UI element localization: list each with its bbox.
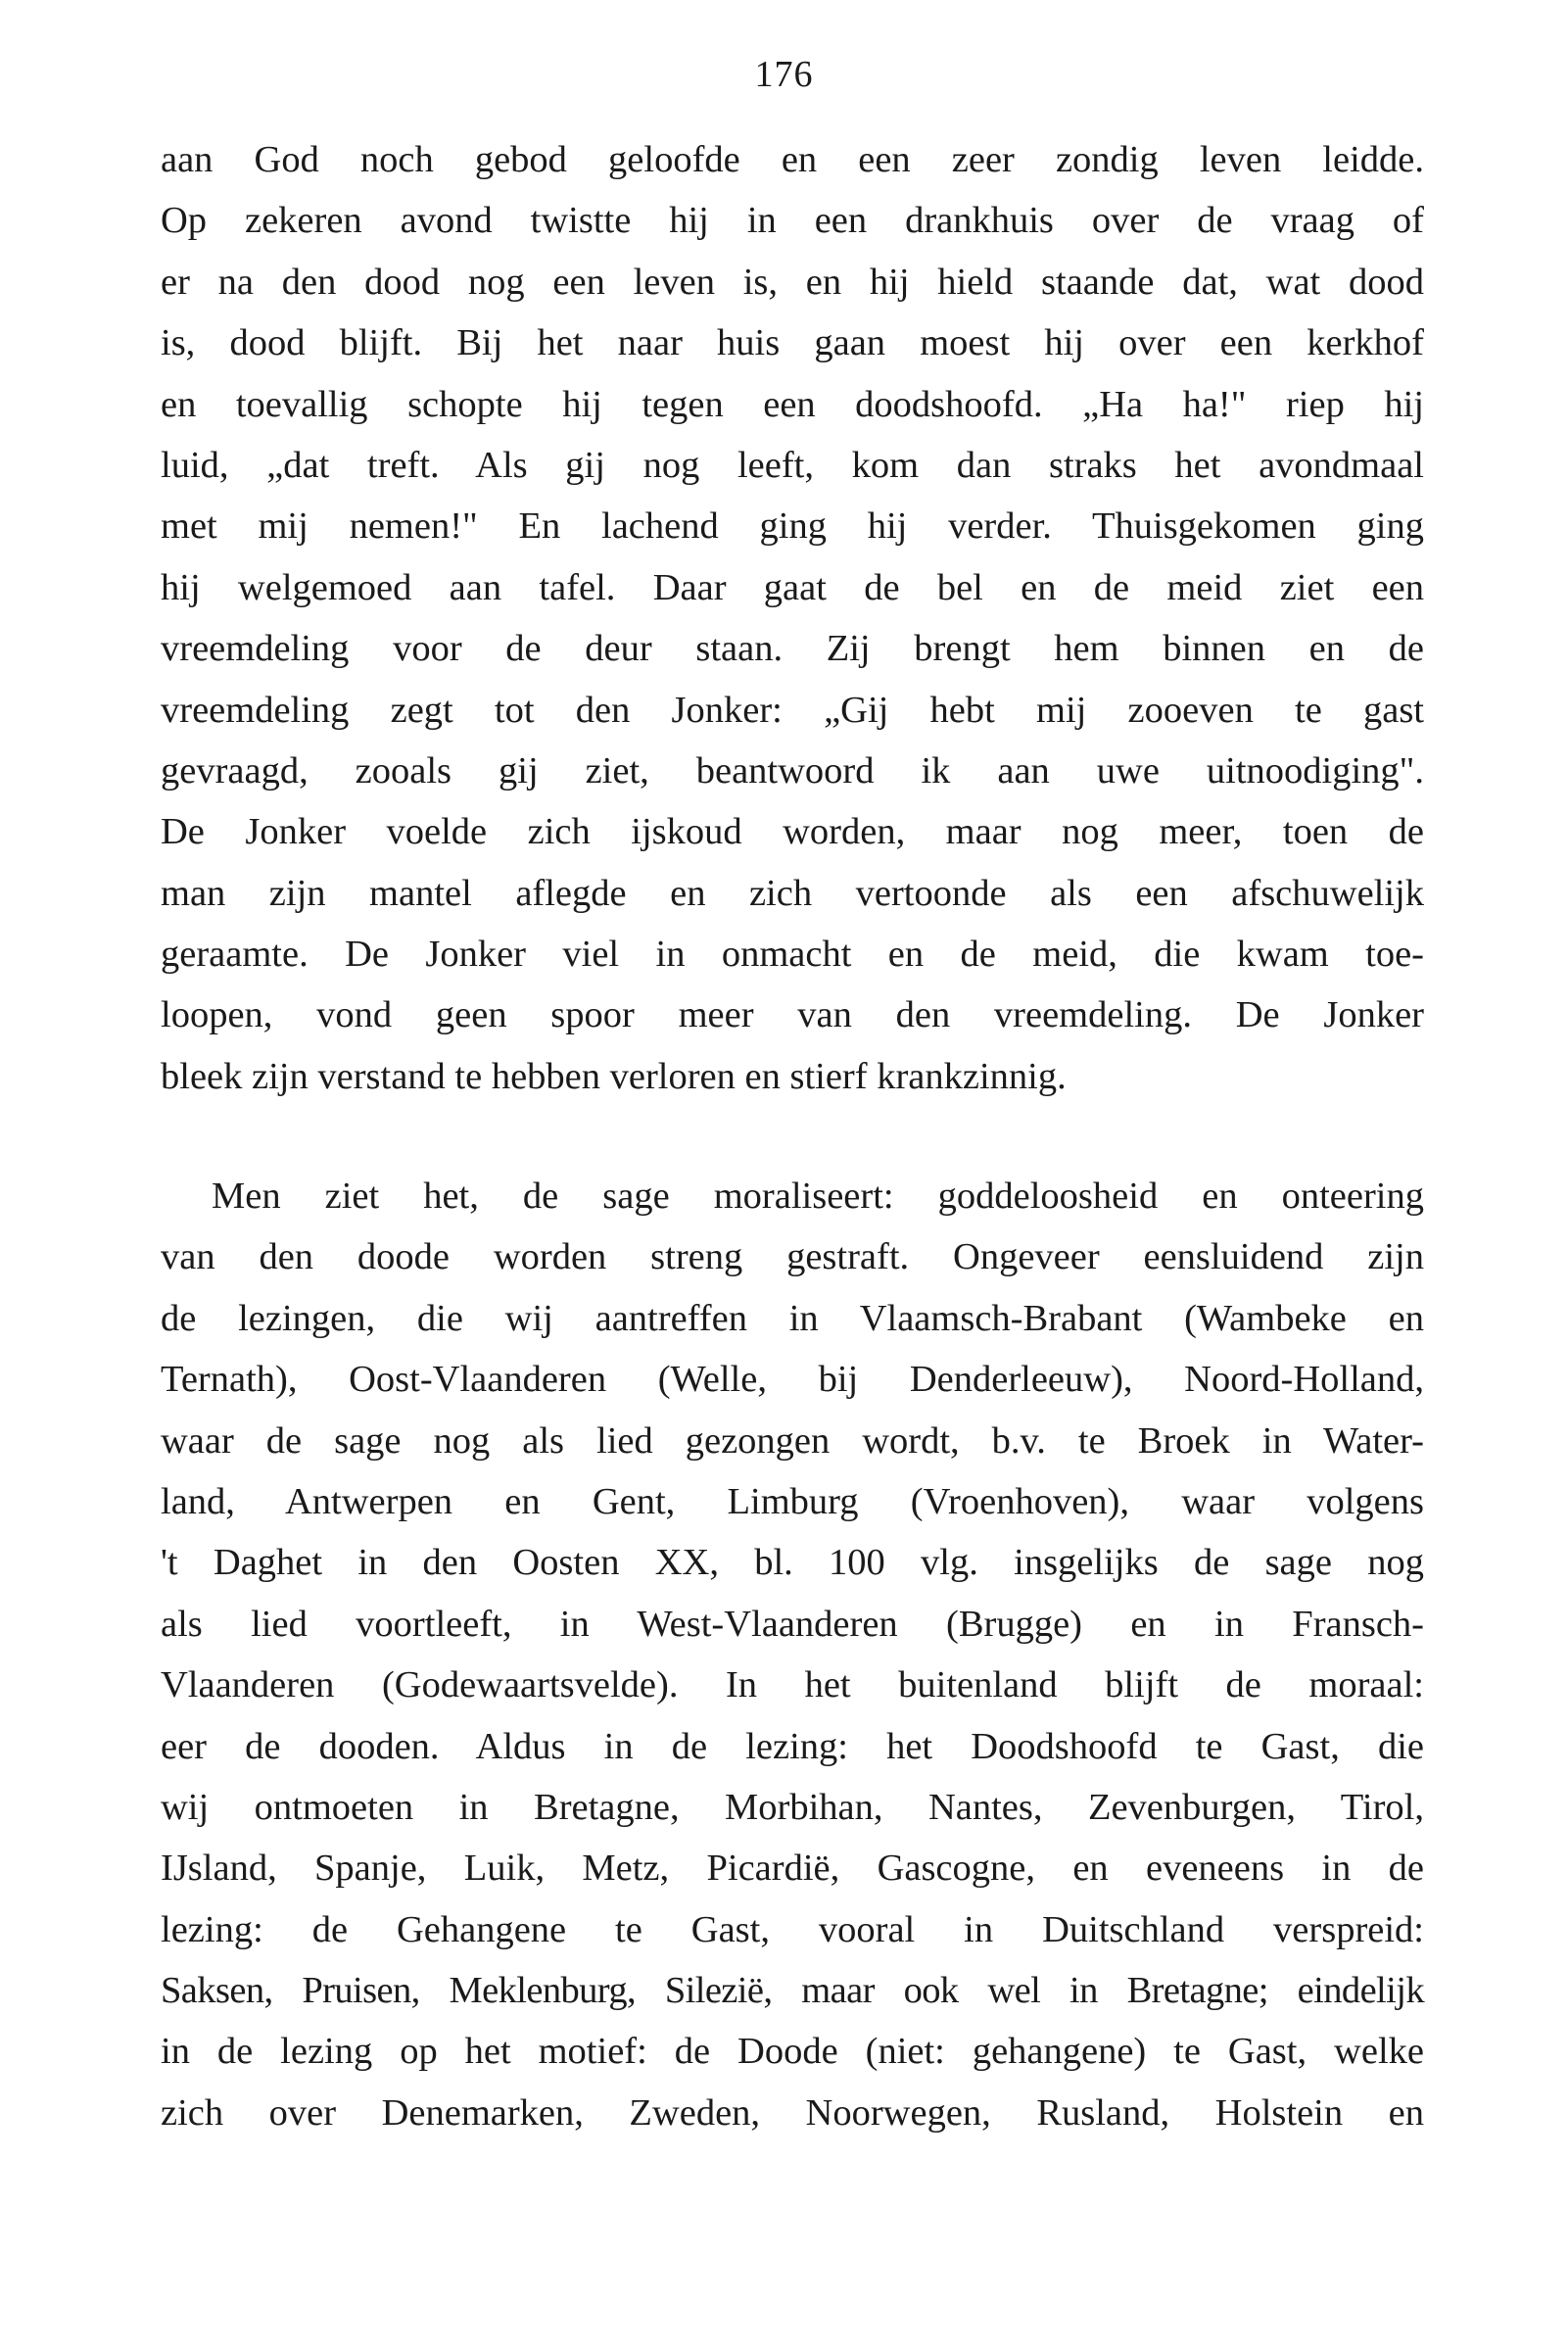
text-line: als lied voortleeft, in West-Vlaanderen (Brugge) en in Fransch- [161, 1603, 1424, 1645]
text-line: Saksen, Pruisen, Meklenburg, Silezië, maar ook wel in Bretagne; eindelijk [161, 1970, 1424, 2012]
text-line: luid, „dat treft. Als gij nog leeft, kom dan straks het avondmaal [161, 444, 1424, 486]
page-number: 176 [754, 54, 814, 95]
text-line: er na den dood nog een leven is, en hij hield staande dat, wat dood [161, 261, 1424, 303]
text-line: van den doode worden streng gestraft. Ongeveer eensluidend zijn [161, 1236, 1424, 1278]
text-line: Op zekeren avond twistte hij in een drankhuis over de vraag of [161, 200, 1424, 242]
text-line: Ternath), Oost-Vlaanderen (Welle, bij Denderleeuw), Noord-Holland, [161, 1359, 1424, 1401]
text-line: De Jonker voelde zich ijskoud worden, maar nog meer, toen de [161, 811, 1424, 853]
text-line: IJsland, Spanje, Luik, Metz, Picardië, Gascogne, en eveneens in de [161, 1848, 1424, 1890]
text-line: en toevallig schopte hij tegen een doodshoofd. „Ha ha!" riep hij [161, 383, 1424, 425]
text-line: is, dood blijft. Bij het naar huis gaan moest hij over een kerkhof [161, 322, 1424, 364]
text-line: geraamte. De Jonker viel in onmacht en de meid, die kwam toe- [161, 934, 1424, 976]
text-line: land, Antwerpen en Gent, Limburg (Vroenhoven), waar volgens [161, 1480, 1424, 1522]
text-line: vreemdeling voor de deur staan. Zij brengt hem binnen en de [161, 628, 1424, 670]
text-line: 't Daghet in den Oosten XX, bl. 100 vlg. insgelijks de sage nog [161, 1542, 1424, 1584]
text-line: lezing: de Gehangene te Gast, vooral in Duitschland verspreid: [161, 1908, 1424, 1950]
paragraph-2 [161, 1166, 1424, 2143]
text-line: loopen, vond geen spoor meer van den vreemdeling. De Jonker [161, 994, 1424, 1036]
paragraph-1 [161, 129, 1424, 1107]
text-line: wij ontmoeten in Bretagne, Morbihan, Nantes, Zevenburgen, Tirol, [161, 1786, 1424, 1828]
text-line: man zijn mantel aflegde en zich vertoonde als een afschuwelijk [161, 872, 1424, 914]
text-line: de lezingen, die wij aantreffen in Vlaamsch-Brabant (Wambeke en [161, 1297, 1424, 1339]
text-line: hij welgemoed aan tafel. Daar gaat de bel en de meid ziet een [161, 566, 1424, 608]
text-line: in de lezing op het motief: de Doode (niet: gehangene) te Gast, welke [161, 2031, 1424, 2073]
text-line: gevraagd, zooals gij ziet, beantwoord ik aan uwe uitnoodiging". [161, 749, 1424, 792]
text-line: Men ziet het, de sage moraliseert: goddeloosheid en onteering [212, 1176, 1424, 1217]
text-line: met mij nemen!" En lachend ging hij verder. Thuisgekomen ging [161, 505, 1424, 548]
text-line: bleek zijn verstand te hebben verloren en stierf krankzinnig. [161, 1055, 1067, 1097]
text-line: vreemdeling zegt tot den Jonker: „Gij hebt mij zooeven te gast [161, 689, 1424, 731]
text-line: aan God noch gebod geloofde en een zeer zondig leven leidde. [161, 139, 1424, 180]
text-line: eer de dooden. Aldus in de lezing: het Doodshoofd te Gast, die [161, 1725, 1424, 1767]
text-line: zich over Denemarken, Zweden, Noorwegen, Rusland, Holstein en [161, 2091, 1424, 2134]
text-line: Vlaanderen (Godewaartsvelde). In het buitenland blijft de moraal: [161, 1664, 1424, 1706]
text-line: waar de sage nog als lied gezongen wordt, b.v. te Broek in Water- [161, 1419, 1424, 1462]
